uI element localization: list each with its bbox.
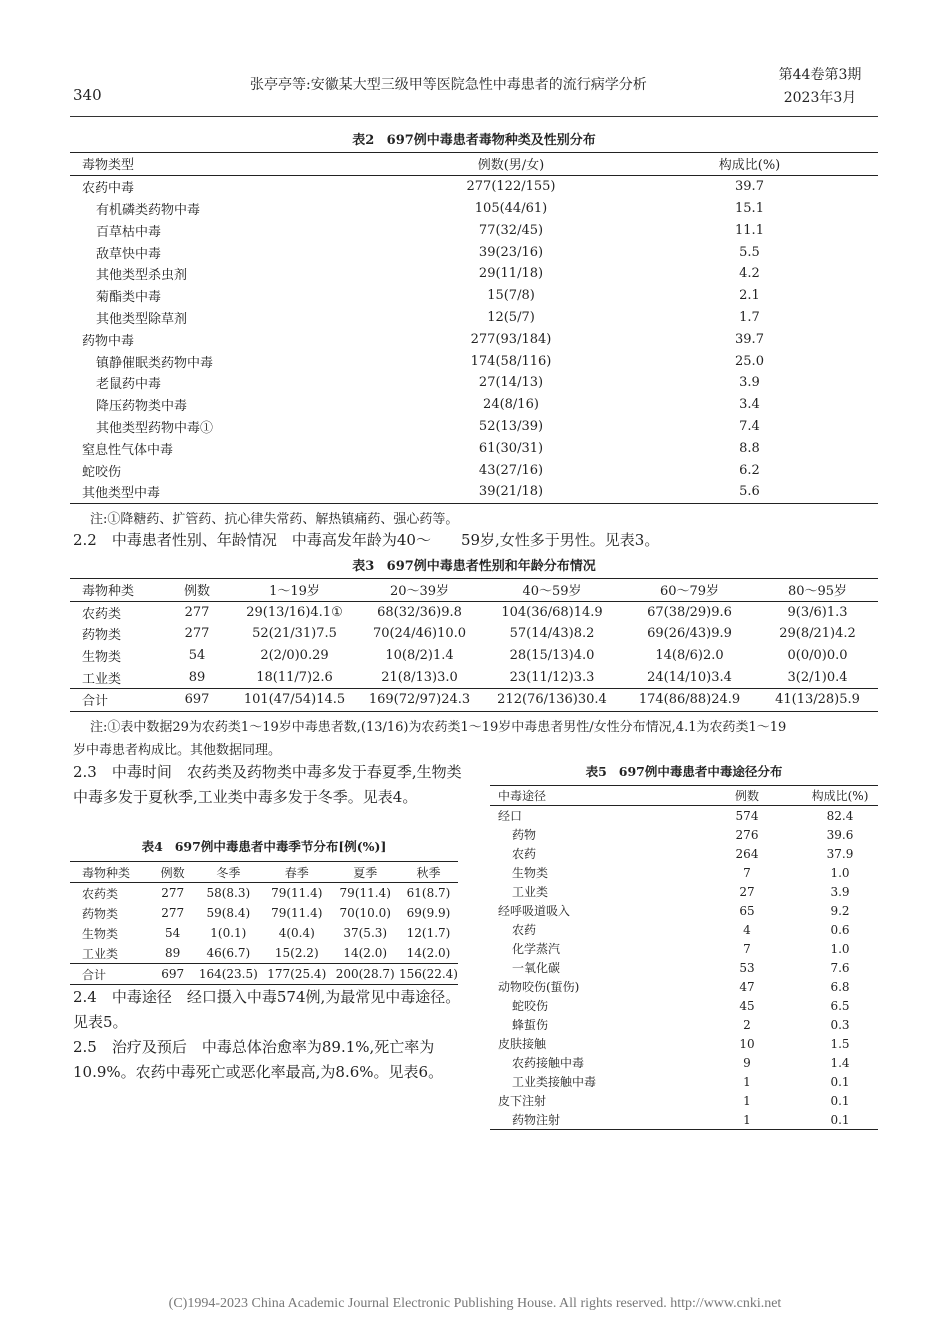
table3-cell: 277	[184, 604, 210, 620]
table5-header-cell: 构成比(%)	[802, 786, 878, 806]
table2-cell: 1.7	[739, 309, 760, 325]
table3-note-line1: 注:①表中数据29为农药类1～19岁中毒患者数,(13/16)为农药类1～19岁中毒患者男性/女性分布情况,4.1为农药类1～19	[90, 720, 787, 735]
table4-header-cell: 秋季	[399, 862, 458, 883]
table5-cell: 农药	[512, 923, 537, 937]
table-row	[490, 1034, 878, 1053]
table2-cell: 降压药物类中毒	[96, 399, 188, 415]
table-row	[70, 328, 878, 350]
table-row	[70, 219, 878, 241]
table3-cell: 10(8/2)1.4	[385, 648, 454, 664]
table3-cell: 69(26/43)9.9	[647, 626, 732, 642]
table5-cell: 1.0	[830, 941, 850, 956]
table5	[490, 785, 878, 1130]
table5-cell: 0.1	[830, 1074, 850, 1089]
table5-cell: 蜂蜇伤	[512, 1018, 549, 1032]
table4-cell: 1(0.1)	[210, 926, 247, 940]
table4-cell: 156(22.4)	[399, 964, 458, 985]
table2-cell: 15.1	[735, 200, 764, 216]
table3-cell: 合计	[70, 688, 162, 711]
table3-cell: 169(72/97)24.3	[357, 688, 482, 711]
table2-cell: 7.4	[739, 418, 760, 434]
journal-issue	[760, 64, 880, 110]
table-row	[70, 175, 878, 197]
table3-cell: 174(86/88)24.9	[622, 688, 757, 711]
table5-header-cell: 例数	[692, 786, 802, 806]
table-row	[70, 903, 458, 923]
table5-cell: 农药接触中毒	[512, 1056, 585, 1070]
table5-cell: 65	[739, 903, 755, 918]
table2-cell: 39.7	[735, 179, 764, 195]
table5-header-row	[490, 786, 878, 806]
table4-cell: 14(2.0)	[343, 946, 388, 960]
table2-cell: 61(30/31)	[478, 440, 544, 456]
table-row	[490, 844, 878, 863]
table3-cell: 21(8/13)3.0	[381, 669, 458, 685]
table5-cell: 皮肤接触	[498, 1037, 547, 1051]
table3-cell: 24(14/10)3.4	[647, 669, 732, 685]
table4-cell: 4(0.4)	[278, 926, 315, 940]
running-title: 张亭亭等:安徽某大型三级甲等医院急性中毒患者的流行病学分析	[250, 77, 647, 93]
table5-cell: 7	[743, 865, 751, 880]
table4-cell: 12(1.7)	[406, 926, 451, 940]
table4	[70, 861, 458, 985]
table3-note-line2: 岁中毒患者构成比。其他数据同理。	[73, 743, 282, 758]
table3-header-cell: 60～79岁	[622, 579, 757, 602]
table2-cell: 老鼠药中毒	[96, 377, 162, 393]
table4-title: 697例中毒患者中毒季节分布[例(%)]	[174, 839, 387, 854]
volume-issue: 第44卷第3期	[778, 67, 862, 83]
table-row	[70, 241, 878, 263]
table3-cell: 89	[188, 669, 206, 685]
table2-cell: 277(93/184)	[470, 331, 552, 347]
table4-cell: 61(8.7)	[406, 886, 451, 900]
table3-cell: 28(15/13)4.0	[509, 648, 595, 664]
table4-cell: 59(8.4)	[206, 906, 251, 920]
table-row	[490, 1072, 878, 1091]
table2-cell: 药物中毒	[82, 333, 135, 349]
table5-cell: 39.6	[826, 827, 854, 842]
table2-title: 697例中毒患者毒物种类及性别分布	[386, 133, 596, 148]
table2-cell: 15(7/8)	[487, 288, 535, 304]
table5-cell: 1	[743, 1074, 751, 1089]
table-row	[490, 806, 878, 826]
copyright-footer: (C)1994-2023 China Academic Journal Electronic Publishing House. All rights reserved. http://www.cnki.net	[168, 1296, 782, 1311]
section-2-3: 2.3 中毒时间 农药类及药物类中毒多发于春夏季,生物类中毒多发于夏秋季,工业类中毒多发于冬季。见表4。	[73, 763, 462, 806]
table3-cell: 277	[184, 626, 210, 642]
table-row	[490, 1110, 878, 1130]
table5-cell: 1	[692, 1110, 802, 1130]
table3-cell: 68(32/36)9.8	[377, 604, 462, 620]
table4-cell: 89	[165, 946, 181, 960]
table-row	[70, 883, 458, 904]
table3	[70, 578, 878, 712]
table2-cell: 6.2	[739, 462, 760, 478]
table4-cell: 合计	[70, 964, 151, 985]
section-2-5: 2.5 治疗及预后 中毒总体治愈率为89.1%,死亡率为10.9%。农药中毒死亡或恶化率最高,为8.6%。见表6。	[73, 1038, 444, 1081]
table5-cell: 动物咬伤(蜇伤)	[498, 980, 580, 994]
table5-cell: 1.0	[830, 865, 850, 880]
table-row	[70, 601, 878, 623]
table4-cell: 37(5.3)	[343, 926, 388, 940]
table3-header-cell: 40～59岁	[482, 579, 622, 602]
table2-cell: 3.4	[739, 397, 760, 413]
table3-cell: 101(47/54)14.5	[232, 688, 357, 711]
table2-cell: 4.2	[739, 266, 760, 282]
table4-cell: 277	[161, 906, 185, 920]
table4-cell: 79(11.4)	[271, 886, 323, 900]
table3-header-cell: 例数	[162, 579, 232, 602]
table3-cell: 104(36/68)14.9	[501, 604, 603, 620]
table3-cell: 工业类	[82, 671, 122, 687]
table-row	[70, 307, 878, 329]
table5-cell: 药物	[512, 828, 537, 842]
table4-header-cell: 春季	[262, 862, 331, 883]
table2-cell: 25.0	[735, 353, 764, 369]
table5-cell: 6.5	[830, 998, 850, 1013]
table-row	[70, 350, 878, 372]
table4-header-row	[70, 862, 458, 883]
table5-cell: 47	[739, 979, 755, 994]
table3-cell: 57(14/43)8.2	[509, 626, 595, 642]
table-row	[70, 459, 878, 481]
table-row	[490, 1091, 878, 1110]
table-row	[490, 977, 878, 996]
table2-cell: 2.1	[739, 288, 760, 304]
table5-cell: 1	[743, 1093, 751, 1108]
table5-cell: 0.6	[830, 922, 850, 937]
table5-cell: 7	[743, 941, 751, 956]
table-row	[490, 939, 878, 958]
table4-cell: 药物类	[82, 906, 119, 921]
table2-cell: 其他类型药物中毒①	[96, 420, 214, 436]
table3-cell: 41(13/28)5.9	[757, 688, 878, 711]
table5-caption	[490, 762, 878, 780]
table4-cell: 农药类	[82, 886, 119, 901]
table2-cell: 5.6	[621, 481, 878, 503]
table5-cell: 3.9	[830, 884, 850, 899]
table5-cell: 工业类	[512, 885, 549, 899]
table-row	[70, 285, 878, 307]
table5-cell: 药物注射	[490, 1110, 692, 1130]
table-row	[70, 263, 878, 285]
table3-header-cell: 毒物种类	[70, 579, 162, 602]
header-rule	[70, 116, 878, 117]
table-row	[70, 198, 878, 220]
table3-cell: 农药类	[82, 606, 122, 622]
table2-cell: 百草枯中毒	[96, 224, 162, 240]
table4-cell: 277	[161, 886, 185, 900]
table-row	[70, 437, 878, 459]
table4-cell: 工业类	[82, 946, 119, 961]
table2-cell: 镇静催眠类药物中毒	[96, 355, 214, 371]
table-row	[490, 958, 878, 977]
table-row	[490, 901, 878, 920]
table2-cell: 敌草快中毒	[96, 246, 162, 262]
table2-header-cell: 构成比(%)	[621, 153, 878, 176]
table5-cell: 53	[739, 960, 755, 975]
table5-cell: 蛇咬伤	[512, 999, 549, 1013]
table2-header-cell: 例数(男/女)	[401, 153, 621, 176]
table2-cell: 52(13/39)	[478, 418, 544, 434]
table5-cell: 经口	[498, 809, 523, 823]
table-row	[490, 825, 878, 844]
table2-cell: 3.9	[739, 375, 760, 391]
table-row	[70, 943, 458, 964]
table3-cell: 23(11/12)3.3	[509, 669, 595, 685]
table4-cell: 79(11.4)	[339, 886, 391, 900]
table2-cell: 39(23/16)	[478, 244, 544, 260]
table3-cell: 3(2/1)0.4	[787, 669, 848, 685]
table2-cell: 174(58/116)	[470, 353, 552, 369]
table-row	[70, 481, 878, 503]
table5-cell: 农药	[512, 847, 537, 861]
table2-cell: 39.7	[735, 331, 764, 347]
table3-cell: 2(2/0)0.29	[260, 648, 329, 664]
table2-cell: 43(27/16)	[478, 462, 544, 478]
table3-cell: 70(24/46)10.0	[372, 626, 467, 642]
table2-header-cell: 毒物类型	[70, 153, 401, 176]
table2-cell: 8.8	[739, 440, 760, 456]
table4-cell: 58(8.3)	[206, 886, 251, 900]
table2-cell: 其他类型除草剂	[96, 311, 188, 327]
table2-cell: 其他类型杀虫剂	[96, 268, 188, 284]
table5-title: 697例中毒患者中毒途径分布	[618, 764, 783, 779]
table4-cell: 54	[165, 926, 181, 940]
table-row	[70, 416, 878, 438]
table3-cell: 生物类	[82, 650, 122, 666]
table5-cell: 0.1	[830, 1093, 850, 1108]
table4-cell: 69(9.9)	[406, 906, 451, 920]
table5-cell: 82.4	[826, 808, 854, 823]
table2-cell: 11.1	[735, 222, 764, 238]
table5-cell: 工业类接触中毒	[512, 1075, 597, 1089]
table2-note: 注:①降糖药、扩管药、抗心律失常药、解热镇痛药、强心药等。	[90, 512, 459, 527]
table-row	[490, 1053, 878, 1072]
table4-caption	[70, 837, 458, 855]
table3-cell: 212(76/136)30.4	[482, 688, 622, 711]
table2-cell: 29(11/18)	[478, 266, 544, 282]
table3-cell: 14(8/6)2.0	[655, 648, 724, 664]
table5-cell: 化学蒸汽	[512, 942, 561, 956]
page-number: 340	[73, 86, 102, 104]
table4-cell: 14(2.0)	[406, 946, 451, 960]
table2-cell: 菊酯类中毒	[96, 290, 162, 306]
table3-cell: 54	[188, 648, 206, 664]
table2-cell: 5.5	[739, 244, 760, 260]
table-row	[490, 920, 878, 939]
table4-header-cell: 夏季	[331, 862, 399, 883]
table-row	[490, 863, 878, 882]
table3-header-cell: 80～95岁	[757, 579, 878, 602]
table2-cell: 277(122/155)	[466, 179, 556, 195]
table4-cell: 164(23.5)	[195, 964, 262, 985]
table-row	[70, 923, 458, 943]
table3-cell: 18(11/7)2.6	[256, 669, 333, 685]
table5-cell: 0.3	[830, 1017, 850, 1032]
table2-cell: 蛇咬伤	[82, 464, 122, 480]
table2-cell: 39(21/18)	[401, 481, 621, 503]
table2-cell: 农药中毒	[82, 181, 135, 197]
table-row	[490, 882, 878, 901]
table3-cell: 29(8/21)4.2	[779, 626, 856, 642]
table5-label: 表5	[585, 764, 607, 779]
table4-cell: 697	[151, 964, 195, 985]
table5-cell: 6.8	[830, 979, 850, 994]
table3-cell: 9(3/6)1.3	[787, 604, 848, 620]
table4-cell: 200(28.7)	[331, 964, 399, 985]
table2-caption	[70, 129, 878, 148]
table3-cell: 0(0/0)0.0	[787, 648, 848, 664]
table5-cell: 经呼吸道吸入	[498, 904, 571, 918]
table5-cell: 9.2	[830, 903, 850, 918]
table4-cell: 生物类	[82, 926, 119, 941]
table5-cell: 574	[735, 808, 759, 823]
table-row	[490, 1015, 878, 1034]
table4-header-cell: 冬季	[195, 862, 262, 883]
table4-total-row	[70, 964, 458, 985]
table2-header-row	[70, 153, 878, 176]
table5-cell: 皮下注射	[498, 1094, 547, 1108]
table5-cell: 37.9	[826, 846, 854, 861]
table4-cell: 15(2.2)	[274, 946, 319, 960]
table5-header-cell: 中毒途径	[490, 786, 692, 806]
table5-cell: 276	[735, 827, 759, 842]
table2-cell: 窒息性气体中毒	[82, 442, 174, 458]
issue-date: 2023年3月	[783, 90, 857, 106]
table5-cell: 45	[739, 998, 755, 1013]
table4-header-cell: 例数	[151, 862, 195, 883]
section-2-4: 2.4 中毒途径 经口摄入中毒574例,为最常见中毒途径。见表5。	[73, 988, 461, 1031]
table4-label: 表4	[141, 839, 163, 854]
table5-cell: 生物类	[512, 866, 549, 880]
table-row	[490, 996, 878, 1015]
table3-cell: 697	[162, 688, 232, 711]
table2-cell: 24(8/16)	[483, 397, 539, 413]
table3-cell: 52(21/31)7.5	[252, 626, 337, 642]
table3-cell: 67(38/29)9.6	[647, 604, 732, 620]
table2-cell: 其他类型中毒	[70, 481, 401, 503]
table2-cell: 105(44/61)	[474, 200, 548, 216]
table5-cell: 0.1	[802, 1110, 878, 1130]
table5-cell: 2	[743, 1017, 751, 1032]
table2	[70, 152, 878, 504]
table5-cell: 7.6	[830, 960, 850, 975]
table2-cell: 有机磷类药物中毒	[96, 202, 201, 218]
table2-cell: 77(32/45)	[478, 222, 544, 238]
table5-cell: 27	[739, 884, 755, 899]
table3-cell: 29(13/16)4.1①	[246, 604, 343, 620]
table3-title: 697例中毒患者性别和年龄分布情况	[386, 559, 596, 574]
table4-cell: 79(11.4)	[271, 906, 323, 920]
table-row	[70, 666, 878, 688]
table3-total-row	[70, 688, 878, 711]
table5-cell: 4	[743, 922, 751, 937]
table5-cell: 1.5	[830, 1036, 850, 1051]
table5-cell: 264	[735, 846, 759, 861]
table4-cell: 177(25.4)	[262, 964, 331, 985]
table3-label: 表3	[352, 559, 375, 574]
table5-cell: 10	[739, 1036, 755, 1051]
table3-caption	[70, 555, 878, 574]
table2-cell: 27(14/13)	[478, 375, 544, 391]
table5-cell: 一氧化碳	[512, 961, 561, 975]
table2-label: 表2	[352, 133, 375, 148]
table2-cell: 12(5/7)	[487, 309, 535, 325]
table-row	[70, 372, 878, 394]
table3-header-cell: 1～19岁	[232, 579, 357, 602]
table4-cell: 70(10.0)	[339, 906, 391, 920]
table3-header-cell: 20～39岁	[357, 579, 482, 602]
table3-cell: 药物类	[82, 628, 122, 644]
table4-header-cell: 毒物种类	[70, 862, 151, 883]
table5-cell: 9	[743, 1055, 751, 1070]
table4-cell: 46(6.7)	[206, 946, 251, 960]
table3-header-row	[70, 579, 878, 602]
table-row	[70, 623, 878, 645]
section-2-2: 2.2 中毒患者性别、年龄情况 中毒高发年龄为40～ 59岁,女性多于男性。见表3。	[73, 531, 660, 549]
table-row	[70, 645, 878, 667]
table5-cell: 1.4	[830, 1055, 850, 1070]
table-row	[70, 394, 878, 416]
